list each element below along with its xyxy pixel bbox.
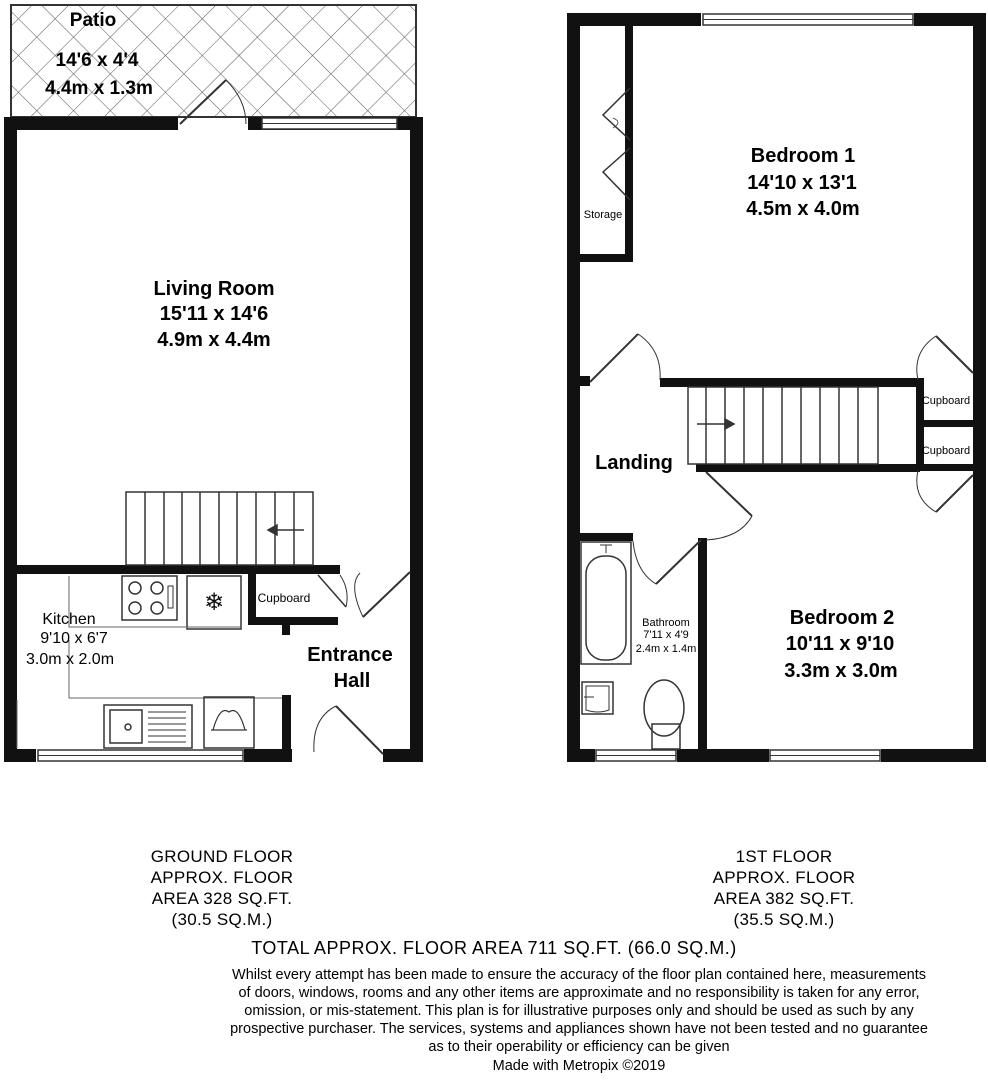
bedroom2-metric: 3.3m x 3.0m	[784, 660, 898, 682]
bedroom2-door	[706, 472, 752, 540]
disclaimer-line: as to their operability or efficiency can be given	[428, 1039, 730, 1055]
bedroom2-name: Bedroom 2	[789, 607, 895, 629]
toilet	[644, 680, 684, 749]
bathroom-name: Bathroom	[642, 617, 690, 629]
first-floor-caption-line: (35.5 SQ.M.)	[733, 910, 835, 929]
first-floor	[567, 13, 986, 762]
kitchen-name: Kitchen	[42, 611, 96, 628]
patio-imperial: 14'6 x 4'4	[55, 50, 139, 71]
ground-floor-caption-line: AREA 328 SQ.FT.	[151, 889, 293, 908]
bathroom-imperial: 7'11 x 4'9	[643, 629, 689, 641]
ground-floor-caption-line: GROUND FLOOR	[150, 847, 294, 866]
ground-stairs	[126, 492, 313, 565]
fridge	[187, 576, 241, 629]
disclaimer	[170, 966, 988, 1056]
patio	[11, 5, 416, 117]
metropix-credit: Made with Metropix ©2019	[492, 1058, 666, 1074]
kitchen-window	[38, 750, 243, 761]
bathroom-door	[633, 540, 701, 584]
bedroom1-door	[590, 334, 660, 382]
first-floor-stairs	[688, 387, 878, 464]
living-room-metric: 4.9m x 4.4m	[157, 329, 271, 351]
living-room-imperial: 15'11 x 14'6	[159, 303, 269, 325]
living-room-name: Living Room	[153, 278, 275, 300]
bedroom1-window	[703, 14, 913, 25]
patio-name: Patio	[69, 10, 117, 31]
first-floor-caption-line: 1ST FLOOR	[735, 847, 833, 866]
storage-label: Storage	[583, 209, 623, 221]
bathroom-metric: 2.4m x 1.4m	[635, 643, 697, 655]
kitchen-sink	[104, 705, 192, 748]
basin	[582, 682, 613, 714]
bedroom1-metric: 4.5m x 4.0m	[746, 198, 860, 220]
cupboard-label-ground: Cupboard	[257, 591, 311, 605]
disclaimer-line: of doors, windows, rooms and any other items are approximate and no responsibility is taken for any error,	[238, 985, 920, 1001]
living-room-window	[262, 118, 397, 129]
entrance-hall-line2: Hall	[333, 670, 371, 692]
bedroom1-name: Bedroom 1	[750, 145, 856, 167]
bedroom2-imperial: 10'11 x 9'10	[785, 633, 895, 655]
cupboard-label-upper: Cupboard	[921, 395, 971, 407]
first-floor-caption-line: AREA 382 SQ.FT.	[713, 889, 855, 908]
cooker-hob	[122, 576, 177, 620]
first-floor-caption	[674, 846, 894, 930]
landing-label: Landing	[595, 452, 673, 474]
bathroom-window	[596, 750, 676, 761]
bedroom1-imperial: 14'10 x 13'1	[747, 172, 857, 194]
bedroom2-window	[770, 750, 880, 761]
patio-metric: 4.4m x 1.3m	[45, 78, 153, 99]
bathtub	[581, 542, 631, 664]
disclaimer-line: omission, or mis-statement. This plan is for illustrative purposes only and should be used as such by any	[244, 1003, 914, 1019]
total-floor-area: TOTAL APPROX. FLOOR AREA 711 SQ.FT. (66.0 SQ.M.)	[251, 938, 737, 958]
washing-machine	[204, 697, 254, 748]
disclaimer-line: prospective purchaser. The services, systems and appliances shown have not been tested and no guarantee	[230, 1021, 928, 1037]
ground-floor-caption	[112, 846, 332, 930]
first-floor-caption-line: APPROX. FLOOR	[712, 868, 856, 887]
disclaimer-line: Whilst every attempt has been made to ensure the accuracy of the floor plan contained here, measurements	[232, 967, 926, 983]
ground-floor	[4, 5, 423, 762]
cupboard-label-lower: Cupboard	[921, 445, 971, 457]
snowflake-icon: ❄	[203, 588, 225, 616]
kitchen-imperial: 9'10 x 6'7	[40, 630, 108, 647]
kitchen-metric: 3.0m x 2.0m	[25, 651, 115, 668]
ground-floor-caption-line: APPROX. FLOOR	[150, 868, 294, 887]
entrance-hall-line1: Entrance	[307, 644, 393, 666]
ground-floor-caption-line: (30.5 SQ.M.)	[171, 910, 273, 929]
cupboard-door-ground	[318, 575, 347, 607]
